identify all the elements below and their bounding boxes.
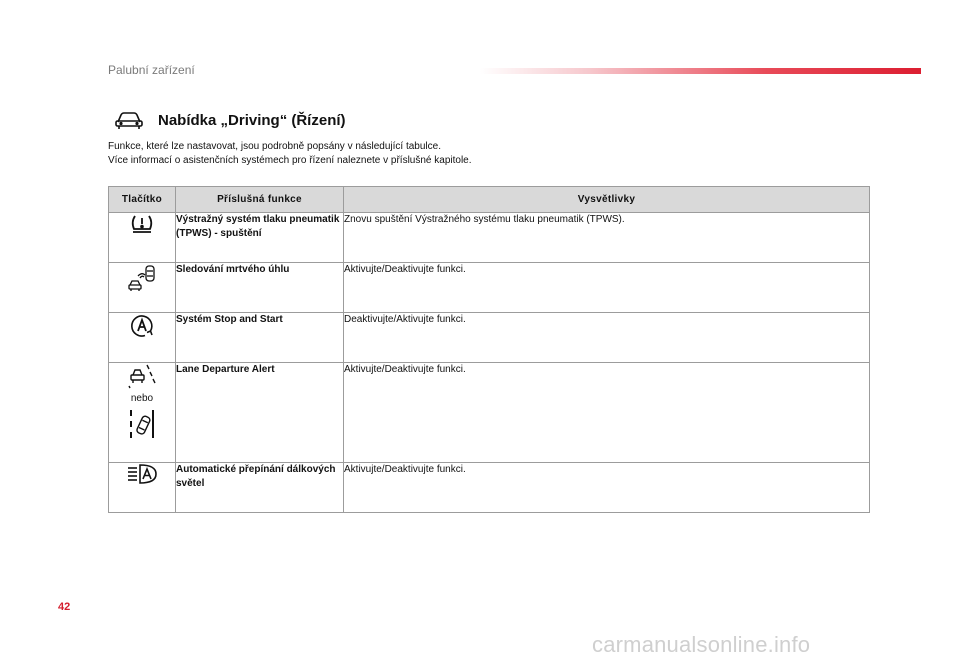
- auto-high-beam-icon: [127, 463, 157, 485]
- page-number: 42: [58, 601, 71, 613]
- function-cell: Lane Departure Alert: [176, 363, 344, 463]
- column-header-button: Tlačítko: [109, 187, 176, 213]
- button-cell: [109, 213, 176, 263]
- description-cell: Aktivujte/Deaktivujte funkci.: [344, 263, 870, 313]
- description-cell: Deaktivujte/Aktivujte funkci.: [344, 313, 870, 363]
- function-cell: Výstražný systém tlaku pneumatik (TPWS) - spuštění: [176, 213, 344, 263]
- running-header: Palubní zařízení: [108, 63, 195, 77]
- table-row: [109, 363, 870, 463]
- intro-text: [108, 140, 472, 168]
- header-accent-bar: [480, 68, 921, 74]
- blind-spot-icon: [127, 263, 157, 293]
- description-cell: Znovu spuštění Výstražného systému tlaku pneumatik (TPWS).: [344, 213, 870, 263]
- section-title: Nabídka „Driving“ (Řízení): [158, 111, 346, 129]
- tire-pressure-warning-icon: [129, 213, 155, 235]
- description-cell: Aktivujte/Deaktivujte funkci.: [344, 463, 870, 513]
- function-cell: Systém Stop and Start: [176, 313, 344, 363]
- function-cell: Sledování mrtvého úhlu: [176, 263, 344, 313]
- button-cell: [109, 463, 176, 513]
- table-row: [109, 213, 870, 263]
- column-header-explanation: Vysvětlivky: [344, 187, 870, 213]
- function-cell: Automatické přepínání dálkových světel: [176, 463, 344, 513]
- table-header-row: [109, 187, 870, 213]
- intro-line: Více informací o asistenčních systémech pro řízení naleznete v příslušné kapitole.: [108, 155, 472, 166]
- driving-menu-table: [108, 186, 870, 513]
- car-icon: [114, 110, 144, 130]
- intro-line: Funkce, které lze nastavovat, jsou podrobně popsány v následující tabulce.: [108, 141, 441, 152]
- or-label: nebo: [130, 393, 154, 404]
- description-cell: Aktivujte/Deaktivujte funkci.: [344, 363, 870, 463]
- button-cell: [109, 263, 176, 313]
- stop-start-icon: [129, 313, 155, 339]
- table-row: [109, 313, 870, 363]
- section-heading: [108, 110, 346, 130]
- button-cell: [109, 313, 176, 363]
- lane-departure-top-view-icon: [127, 408, 157, 442]
- lane-departure-icon: [127, 363, 157, 389]
- column-header-function: Příslušná funkce: [176, 187, 344, 213]
- watermark: carmanualsonline.info: [592, 632, 811, 657]
- button-cell: [109, 363, 176, 463]
- table-row: [109, 263, 870, 313]
- table-row: [109, 463, 870, 513]
